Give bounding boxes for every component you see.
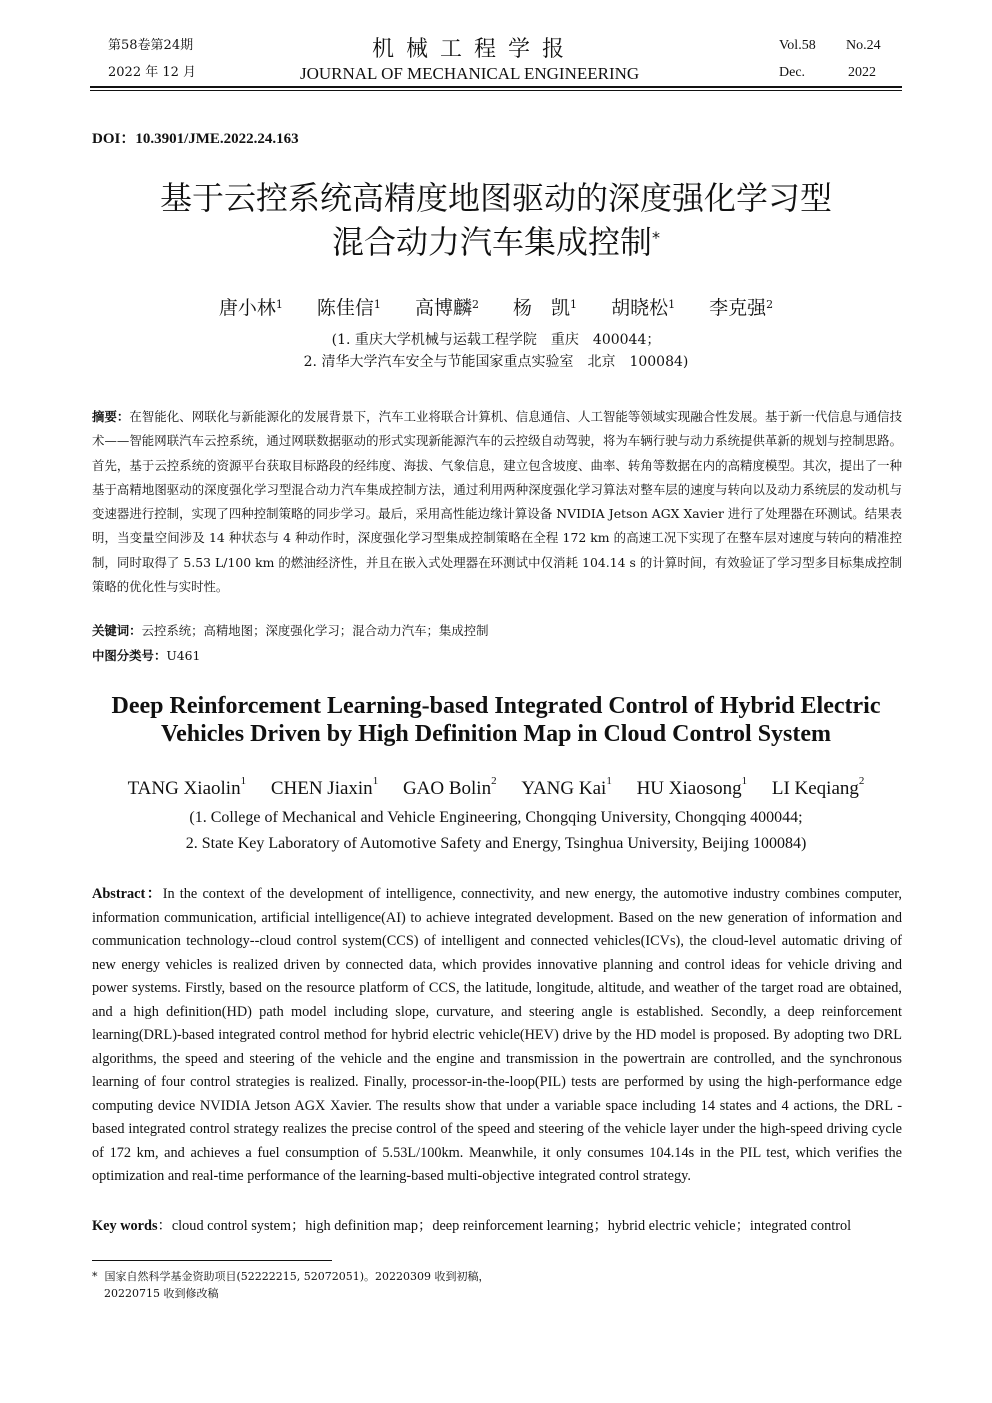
affiliation-en-1: (1. College of Mechanical and Vehicle Engineering, Chongqing University, Chongqing 400044; — [189, 809, 803, 826]
author-cn: 唐小林$^1$ — [218, 297, 283, 319]
footnote — [92, 1268, 512, 1302]
header-volume-issue-cn: 第58卷第24期 — [108, 38, 194, 53]
header-year-en: 2022 — [848, 65, 876, 80]
author-en: HU Xiaosong$^1$ — [636, 775, 748, 799]
abstract-cn-text: 在智能化、网联化与新能源化的发展背景下，汽车工业将联合计算机、信息通信、人工智能等领域实现融合性发展。基于新一代信息与通信技术——智能网联汽车云控系统，通过网联数据驱动的形式实现新能源汽车的云控级自动驾驶，将为车辆行驶与动力系统提供革新的规划与控制思路。首先，基于云控系统的资源平台获取目标路段的经纬度、海拔、气象信息，建立包含坡度、曲率、转角等数据在内的高精度模型。其次，提出了一种基于高精地图驱动的深度强化学习型混合动力汽车集成控制方法，通过利用两种深度强化学习算法对整车层的速度与转向以及动力系统层的发动机与变速器进行控制，实现了四种控制策略的同步学习。最后，采用高性能边缘计算设备 NVIDIA Jetson AGX Xavier 进行了处理器在环测试。结果表明，当变量空间涉及 14 种状态与 4 种动作时，深度强化学习型集成控制策略在全程 172 km 的高速工况下实现了在整车层对速度与转向的精准控制，同时取得了 5.53 L/100 km 的燃油经济性，并且在嵌入式处理器在环测试中仅消耗 104.14 s 的计算时间，有效验证了学习型多目标集成控制策略的优化性与实时性。 — [92, 409, 903, 595]
clc-number — [92, 645, 902, 667]
abstract-cn — [92, 405, 902, 599]
author-en: GAO Bolin$^2$ — [402, 775, 497, 799]
keywords-en-text: ：cloud control system；high definition map；deep reinforcement learning；hybrid electric vehicle；integrated control — [157, 1218, 852, 1234]
author-en: TANG Xiaolin$^1$ — [127, 775, 247, 799]
title-cn-line2: 混合动力汽车集成控制* — [331, 223, 660, 261]
abstract-cn-label: 摘要： — [92, 409, 130, 424]
authors-en — [60, 775, 932, 800]
footnote-line2: 20220715 收到修改稿 — [104, 1287, 219, 1300]
affiliations-en — [60, 805, 932, 857]
abstract-en — [92, 883, 902, 1189]
title-en-line1: Deep Reinforcement Learning-based Integrated Control of Hybrid Electric — [111, 693, 881, 719]
header-rule-thick — [90, 86, 902, 88]
footnote-mark: * — [92, 1270, 98, 1283]
title-en — [60, 692, 932, 748]
title-en-line2: Vehicles Driven by High Definition Map in Cloud Control System — [160, 721, 832, 747]
author-cn: 陈佳信$^1$ — [316, 297, 381, 319]
title-cn — [60, 176, 932, 264]
journal-title-en: JOURNAL OF MECHANICAL ENGINEERING — [300, 64, 640, 83]
clc-label: 中图分类号： — [92, 648, 167, 663]
keywords-en — [92, 1215, 902, 1237]
journal-title-cn: 机械工程学报 — [372, 37, 577, 62]
header-number-en: No.24 — [846, 38, 881, 53]
title-cn-line1: 基于云控系统高精度地图驱动的深度强化学习型 — [159, 179, 832, 217]
authors-cn — [60, 296, 932, 320]
affiliation-cn-2: 2. 清华大学汽车安全与节能国家重点实验室 北京 100084) — [303, 354, 689, 370]
footnote-rule — [92, 1260, 332, 1261]
keywords-cn-label: 关键词： — [92, 623, 142, 638]
header-volume-en: Vol.58 — [779, 38, 816, 53]
keywords-cn — [92, 620, 902, 642]
clc-text: U461 — [166, 648, 201, 663]
footnote-line1: * 国家自然科学基金资助项目(52222215, 52072051)。20220309 收到初稿， — [92, 1270, 490, 1283]
keywords-cn-text: 云控系统；高精地图；深度强化学习；混合动力汽车；集成控制 — [141, 623, 489, 638]
author-cn: 高博麟$^2$ — [414, 297, 479, 319]
header-date-cn: 2022 年 12 月 — [108, 65, 197, 80]
affiliation-cn-1: (1. 重庆大学机械与运载工程学院 重庆 400044； — [331, 332, 661, 348]
doi: DOI：10.3901/JME.2022.24.163 — [92, 131, 299, 147]
header-month-en: Dec. — [779, 65, 806, 80]
abstract-en-label: Abstract： — [92, 886, 163, 902]
keywords-en-label: Key words — [92, 1218, 158, 1234]
author-en: CHEN Jiaxin$^1$ — [270, 775, 379, 799]
author-cn: 杨 凯$^1$ — [513, 297, 578, 319]
affiliation-en-2: 2. State Key Laboratory of Automotive Safety and Energy, Tsinghua University, Beijing 100084) — [185, 835, 807, 852]
header-rule-thin — [90, 90, 902, 91]
author-en: YANG Kai$^1$ — [521, 775, 612, 799]
title-footnote-mark: * — [652, 228, 660, 247]
abstract-en-text: In the context of the development of intelligence, connectivity, and new energy, the automotive industry combines computer, information communication, artificial intelligence(AI) to achieve integrated development. Based on the new generation of information and communication technology--cloud control system(CCS) of intelligent and connected vehicles(ICVs), the cloud-level automatic driving of new energy vehicles is realized driven by connected data, which provides innovative planning and control ideas for vehicle driving and power systems. Firstly, based on the resource platform of CCS, the latitude, longitude, altitude, and weather of the target road are obtained, and a high definition(HD) path model including slope, curvature, and steering angle is established. Secondly, a deep reinforcement learning(DRL)-based integrated control method for hybrid electric vehicle(HEV) drive by the HD model is proposed. By adopting two DRL algorithms, the speed and steering of the vehicle and the engine and transmission in the powertrain are controlled, and the synchronous learning of four control strategies is realized. Finally, processor-in-the-loop(PIL) tests are performed by using the high-performance edge computing device NVIDIA Jetson AGX Xavier. The results show that under a variable space including 14 states and 4 actions, the DRL -based integrated control strategy realizes the precise control of the speed and steering of the vehicle layer under the high-speed driving cycle of 172 km, and achieves a fuel consumption of 5.53L/100km. Meanwhile, it only consumes 104.14s in the PIL test, which verifies the optimization and real-time performance of the learning-based multi-objective integrated control strategy. — [92, 886, 902, 1184]
affiliations-cn — [60, 329, 932, 373]
author-cn: 李克强$^2$ — [709, 297, 774, 319]
author-en: LI Keqiang$^2$ — [771, 775, 865, 799]
author-cn: 胡晓松$^1$ — [611, 297, 676, 319]
